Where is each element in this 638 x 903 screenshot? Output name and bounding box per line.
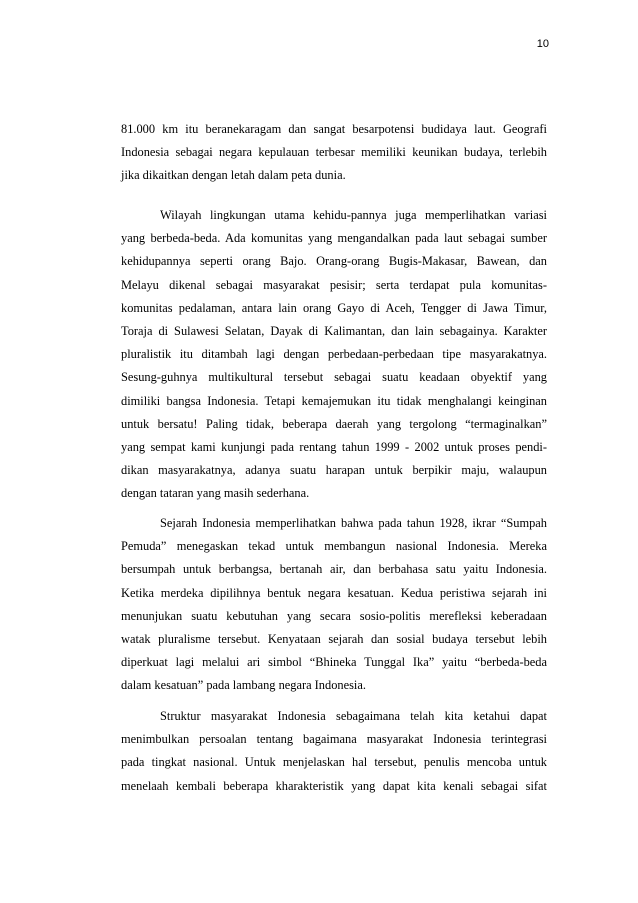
text-line: Ketika merdeka dipilihnya bentuk negara kesatuan. Kedua peristiwa sejarah ini xyxy=(121,585,547,600)
text-line: dimiliki bangsa Indonesia. Tetapi kemajemukan itu tidak menghalangi keinginan xyxy=(121,393,547,408)
page-number: 10 xyxy=(536,38,549,50)
text-line: kehidupannya seperti orang Bajo. Orang-orang Bugis-Makasar, Bawean, dan xyxy=(121,254,547,269)
text-line: Pemuda” menegaskan tekad untuk membangun nasional Indonesia. Mereka xyxy=(121,539,547,554)
text-line: 81.000 km itu beranekaragam dan sangat besarpotensi budidaya laut. Geografi xyxy=(121,122,547,136)
text-line: untuk bersatu! Paling tidak, beberapa daerah yang tergolong “termaginalkan” xyxy=(121,416,547,431)
paragraph-geography xyxy=(121,118,547,188)
text-line: dikan masyarakatnya, adanya suatu harapan untuk berpikir maju, walaupun xyxy=(121,463,547,478)
text-line: Struktur masyarakat Indonesia sebagaimana telah kita ketahui dapat xyxy=(160,709,547,723)
text-line: menelaah kembali beberapa kharakteristik yang dapat kita kenali sebagai sifat xyxy=(121,778,547,793)
text-line: Toraja di Sulawesi Selatan, Dayak di Kalimantan, dan lain sebagainya. Karakter xyxy=(121,323,547,338)
text-line: diperkuat lagi melalui ari simbol “Bhineka Tunggal Ika” yaitu “berbeda-beda xyxy=(121,655,547,670)
text-line: menunjukan suatu kebutuhan yang secara sosio-politis merefleksi keberadaan xyxy=(121,608,547,623)
text-line: yang sempat kami kunjungi pada rentang tahun 1999 - 2002 untuk proses pendi- xyxy=(121,439,547,454)
paragraph-history xyxy=(121,512,547,698)
text-line: menimbulkan persoalan tentang bagaimana masyarakat Indonesia terintegrasi xyxy=(121,732,547,747)
paragraph-environment xyxy=(121,204,547,505)
text-line: komunitas pedalaman, antara lain orang Gayo di Aceh, Tengger di Jawa Timur, xyxy=(121,300,547,315)
text-line: pluralistik itu ditambah lagi dengan perbedaan-perbedaan tipe masyarakatnya. xyxy=(121,347,547,362)
text-line: yang berbeda-beda. Ada komunitas yang mengandalkan pada laut sebagai sumber xyxy=(121,231,547,246)
text-line: Wilayah lingkungan utama kehidu-pannya juga memperlihatkan variasi xyxy=(160,208,547,222)
text-line: Sesung-guhnya multikultural tersebut sebagai suatu keadaan obyektif yang xyxy=(121,370,547,385)
text-line: watak pluralisme tersebut. Kenyataan sejarah dan sosial budaya tersebut lebih xyxy=(121,631,547,646)
text-line: Melayu dikenal sebagai masyarakat pesisir; serta terdapat pula komunitas- xyxy=(121,277,547,292)
text-line: bersumpah untuk berbangsa, bertanah air, dan berbahasa satu yaitu Indonesia. xyxy=(121,562,547,577)
text-line: dengan tataran yang masih sederhana. xyxy=(121,486,310,501)
text-line: dalam kesatuan” pada lambang negara Indonesia. xyxy=(121,678,366,693)
text-line: pada tingkat nasional. Untuk menjelaskan hal tersebut, penulis mencoba untuk xyxy=(121,755,547,770)
text-line: Indonesia sebagai negara kepulauan terbesar memiliki keunikan budaya, terlebih xyxy=(121,145,547,160)
text-line: Sejarah Indonesia memperlihatkan bahwa pada tahun 1928, ikrar “Sumpah xyxy=(160,516,547,530)
paragraph-structure xyxy=(121,705,547,798)
text-line: jika dikaitkan dengan letah dalam peta dunia. xyxy=(121,168,346,183)
